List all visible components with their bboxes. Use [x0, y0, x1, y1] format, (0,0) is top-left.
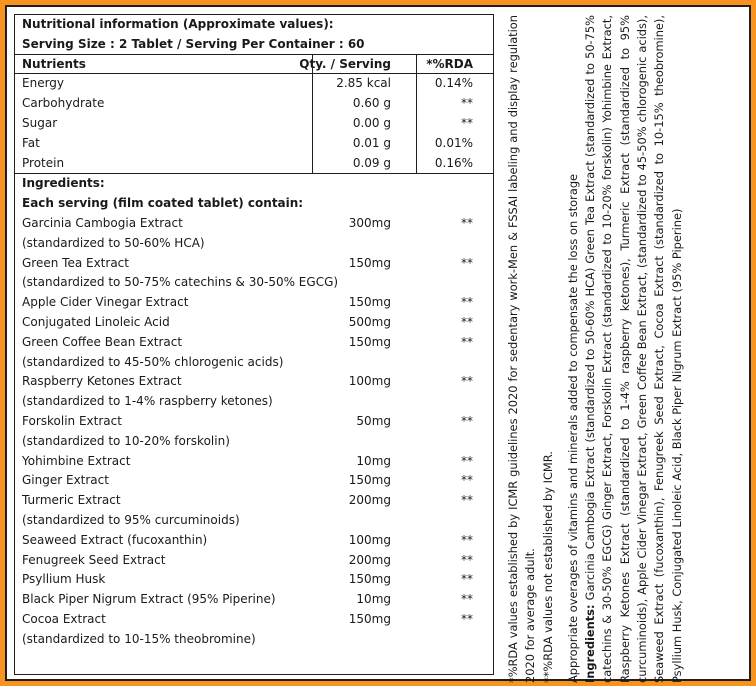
- ingredient-row-rda: **: [461, 215, 473, 230]
- nutrient-row-name: Protein: [22, 155, 65, 170]
- ingredient-row-name: Cocoa Extract: [22, 611, 106, 626]
- ingredient-row-rda: **: [461, 334, 473, 349]
- ingredient-row: [15, 254, 493, 274]
- ingredient-row: [15, 531, 493, 551]
- ingredient-row-qty: 200mg: [348, 493, 391, 508]
- ingredient-row-qty: 50mg: [356, 413, 391, 428]
- nutrient-row-rda: **: [461, 96, 473, 111]
- ingredients-heading: Ingredients:: [22, 176, 105, 191]
- ingredient-row: [15, 630, 493, 650]
- nutrient-row-name: Energy: [22, 76, 65, 91]
- ingredient-row: [15, 234, 493, 254]
- ingredients-label: Ingredients:: [583, 604, 598, 683]
- nutrient-row-qty: 2.85 kcal: [336, 76, 391, 91]
- ingredient-row-name: Raspberry Ketones Extract: [22, 374, 182, 389]
- ingredient-row: [15, 432, 493, 452]
- ingredients-section: [15, 173, 493, 649]
- ingredient-row-rda: **: [461, 473, 473, 488]
- ingredient-row-name: (standardized to 95% curcuminoids): [22, 512, 240, 527]
- ingredient-row: [15, 353, 493, 373]
- ingredient-row-name: (standardized to 1-4% raspberry ketones): [22, 394, 273, 409]
- nutrient-list: [15, 74, 493, 173]
- nutrition-table: [14, 14, 494, 675]
- ingredient-row-qty: 500mg: [348, 314, 391, 329]
- ingredient-row: [15, 610, 493, 630]
- ingredient-row-qty: 100mg: [348, 532, 391, 547]
- serving-info: Serving Size : 2 Tablet / Serving Per Container : 60: [15, 35, 493, 55]
- nutrient-row: [15, 74, 493, 94]
- ingredient-row: [15, 570, 493, 590]
- ingredient-list: [15, 214, 493, 650]
- header-divider: [312, 55, 313, 74]
- ingredient-row-name: Psyllium Husk: [22, 572, 106, 587]
- ingredient-row-rda: **: [461, 255, 473, 270]
- ingredient-row-rda: **: [461, 611, 473, 626]
- serving-note: Each serving (film coated tablet) contain:: [22, 196, 304, 211]
- ingredient-row-qty: 150mg: [348, 255, 391, 270]
- ingredient-row-name: Forskolin Extract: [22, 413, 122, 428]
- ingredient-row: [15, 372, 493, 392]
- header-row: [15, 55, 493, 75]
- ingredient-row-rda: **: [461, 592, 473, 607]
- ingredient-row-qty: 150mg: [348, 295, 391, 310]
- ingredient-row-name: Ginger Extract: [22, 473, 109, 488]
- ingredient-row: [15, 412, 493, 432]
- nutrient-row-name: Sugar: [22, 115, 58, 130]
- ingredient-row: [15, 471, 493, 491]
- nutrient-row-qty: 0.60 g: [352, 96, 391, 111]
- nutrient-row-qty: 0.01 g: [352, 135, 391, 150]
- ingredients-text: Garcinia Cambogia Extract (standardized to 50-60% HCA) Green Tea Extract (standardized to 50-75% catechins & 30-50% EGCG) Ginger Extract, Forskolin Extract (standardized to 10-20% forskolin) Yohimbine Extract, Raspberry Ketones Extract (standardized to 1-4% raspberry ketones), Turmeric Extract (standardized to 95% curcuminoids), Apple Cider Vinegar Extract, Green Coffee Bean Extract, (standardized to 45-50% chlorogenic acids), Seaweed Extract (fucoxanthin), Fenugreek Seed Extract, Cocoa Extract (standardized to 10-15% theobromine), Psyllium Husk, Conjugated Linoleic Acid, Black Piper Nigrum Extract (95% Piperine): [583, 15, 684, 683]
- rda-note: *%RDA values established by ICMR guidelines 2020 for sedentary work-Men & FSSAI labeling and display regulation 2020 for average adult.: [506, 15, 538, 683]
- ingredient-row-qty: 150mg: [348, 473, 391, 488]
- nutrient-row: [15, 134, 493, 154]
- ingredient-row-rda: **: [461, 552, 473, 567]
- nutrient-row-name: Fat: [22, 135, 40, 150]
- ingredient-row-rda: **: [461, 532, 473, 547]
- ingredient-row-name: (standardized to 50-75% catechins & 30-50% EGCG): [22, 275, 339, 290]
- ingredient-row-qty: 300mg: [348, 215, 391, 230]
- ingredient-row-name: Green Tea Extract: [22, 255, 129, 270]
- label-panel: [5, 5, 751, 681]
- ingredient-row-rda: **: [461, 314, 473, 329]
- overage-note: Appropriate overages of vitamins and minerals added to compensate the loss on storage: [565, 173, 580, 683]
- ingredient-row: [15, 293, 493, 313]
- ingredient-row: [15, 551, 493, 571]
- ingredient-row: [15, 333, 493, 353]
- nutrient-row-rda: 0.14%: [434, 76, 473, 91]
- nutrient-row: [15, 94, 493, 114]
- ingredient-row: [15, 392, 493, 412]
- ingredient-row: [15, 590, 493, 610]
- ingredient-row-name: Conjugated Linoleic Acid: [22, 314, 170, 329]
- ingredient-row-rda: **: [461, 572, 473, 587]
- ingredient-row-qty: 200mg: [348, 552, 391, 567]
- ingredient-row-name: Turmeric Extract: [22, 493, 121, 508]
- ingredient-row-qty: 150mg: [348, 611, 391, 626]
- table-title: Nutritional information (Approximate values):: [22, 17, 334, 31]
- nutrient-row: [15, 114, 493, 134]
- ingredient-row-name: Seaweed Extract (fucoxanthin): [22, 532, 208, 547]
- ingredient-row-rda: **: [461, 493, 473, 508]
- header-rda: *%RDA: [426, 56, 473, 71]
- ingredient-row-qty: 100mg: [348, 374, 391, 389]
- ingredient-row-rda: **: [461, 374, 473, 389]
- ingredient-row: [15, 214, 493, 234]
- nutrient-row: [15, 154, 493, 174]
- ingredient-row-name: Fenugreek Seed Extract: [22, 552, 166, 567]
- ingredient-row-name: Black Piper Nigrum Extract (95% Piperine): [22, 592, 276, 607]
- ingredient-row-rda: **: [461, 295, 473, 310]
- ingredient-row-name: (standardized to 10-20% forskolin): [22, 433, 230, 448]
- ingredient-row: [15, 452, 493, 472]
- nutrient-row-rda: **: [461, 115, 473, 130]
- nutrient-row-qty: 0.00 g: [352, 115, 391, 130]
- vertical-notes: [505, 15, 749, 683]
- ingredient-row-name: (standardized to 50-60% HCA): [22, 235, 205, 250]
- rda-not-established: **%RDA values not established by ICMR.: [540, 451, 555, 683]
- ingredient-row: [15, 313, 493, 333]
- ingredient-row-name: Apple Cider Vinegar Extract: [22, 295, 189, 310]
- nutrient-row-rda: 0.16%: [434, 155, 473, 170]
- nutrient-row-qty: 0.09 g: [352, 155, 391, 170]
- ingredient-row: [15, 273, 493, 293]
- ingredient-row-name: Yohimbine Extract: [22, 453, 131, 468]
- ingredient-row-rda: **: [461, 453, 473, 468]
- header-nutrients: Nutrients: [22, 56, 86, 71]
- ingredient-row-qty: 150mg: [348, 572, 391, 587]
- nutrient-row-name: Carbohydrate: [22, 96, 105, 111]
- header-divider: [416, 55, 417, 74]
- ingredient-row-name: Green Coffee Bean Extract: [22, 334, 183, 349]
- ingredient-row-name: Garcinia Cambogia Extract: [22, 215, 183, 230]
- ingredient-row-qty: 10mg: [356, 592, 391, 607]
- ingredient-row: [15, 491, 493, 511]
- ingredient-row-name: (standardized to 45-50% chlorogenic acids): [22, 354, 284, 369]
- ingredients-paragraph: [582, 15, 686, 683]
- nutrient-row-rda: 0.01%: [434, 135, 473, 150]
- ingredient-row-qty: 10mg: [356, 453, 391, 468]
- header-qty: Qty. / Serving: [299, 56, 391, 71]
- ingredient-row-qty: 150mg: [348, 334, 391, 349]
- ingredient-row: [15, 511, 493, 531]
- ingredient-row-rda: **: [461, 413, 473, 428]
- ingredient-row-name: (standardized to 10-15% theobromine): [22, 631, 256, 646]
